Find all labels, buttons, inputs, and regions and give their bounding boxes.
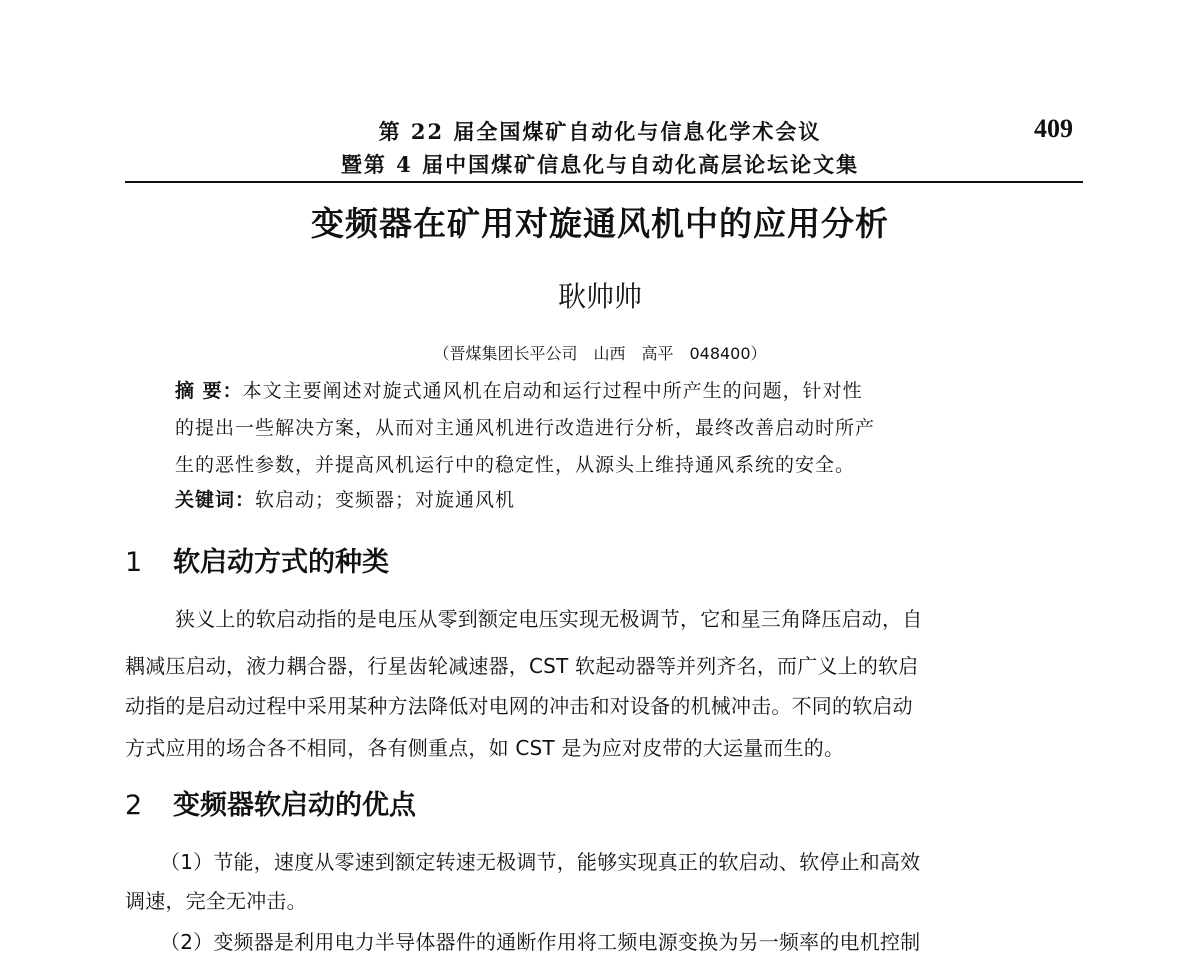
section-2-heading (125, 783, 416, 822)
abstract-label: 摘 要： (175, 380, 243, 402)
keywords-label: 关键词： (175, 489, 256, 511)
section-1-paragraph-line: 动指的是启动过程中采用某种方法降低对电网的冲击和对设备的机械冲击。不同的软启动 (125, 694, 913, 718)
section-2-paragraph-line: （1）节能，速度从零速到额定转速无极调节，能够实现真正的软启动、软停止和高效 (160, 850, 921, 874)
section-1-paragraph-line: 狭义上的软启动指的是电压从零到额定电压实现无极调节，它和星三角降压启动，自 (175, 607, 923, 631)
proceedings-title-line-1: 第 22 届全国煤矿自动化与信息化学术会议 (378, 119, 822, 144)
author-name: 耿帅帅 (557, 280, 642, 313)
section-2-title: 变频器软启动的优点 (173, 790, 416, 821)
author-affiliation: （晋煤集团长平公司 山西 高平 048400） (433, 344, 767, 363)
header-rule (125, 181, 1083, 183)
abstract-text-1: 本文主要阐述对旋式通风机在启动和运行过程中所产生的问题，针对性 (242, 380, 863, 402)
keywords-text: 软启动；变频器；对旋通风机 (255, 489, 516, 511)
section-2-paragraph-line: （2）变频器是利用电力半导体器件的通断作用将工频电源变换为另一频率的电机控制 (160, 930, 921, 954)
abstract-line-2: 的提出一些解决方案，从而对主通风机进行改造进行分析，最终改善启动时所产 (175, 417, 876, 439)
abstract-line-1 (175, 376, 863, 403)
proceedings-title-line-2: 暨第 4 届中国煤矿信息化与自动化高层论坛论文集 (340, 152, 860, 177)
section-1-paragraph-line: 耦减压启动，液力耦合器，行星齿轮减速器，CST 软起动器等并列齐名，而广义上的软启 (125, 654, 919, 678)
section-1-paragraph-line: 方式应用的场合各不相同，各有侧重点，如 CST 是为应对皮带的大运量而生的。 (125, 736, 845, 760)
section-1-heading (125, 540, 389, 579)
section-1-number: 1 (125, 547, 143, 578)
section-1-title: 软启动方式的种类 (173, 547, 389, 578)
paper-title: 变频器在矿用对旋通风机中的应用分析 (311, 204, 889, 243)
section-2-number: 2 (125, 790, 143, 821)
section-2-paragraph-line: 调速，完全无冲击。 (125, 889, 307, 913)
abstract-line-3: 生的恶性参数，并提高风机运行中的稳定性，从源头上维持通风系统的安全。 (175, 454, 856, 476)
page-number: 409 (1034, 114, 1073, 143)
keywords-line (175, 485, 515, 512)
